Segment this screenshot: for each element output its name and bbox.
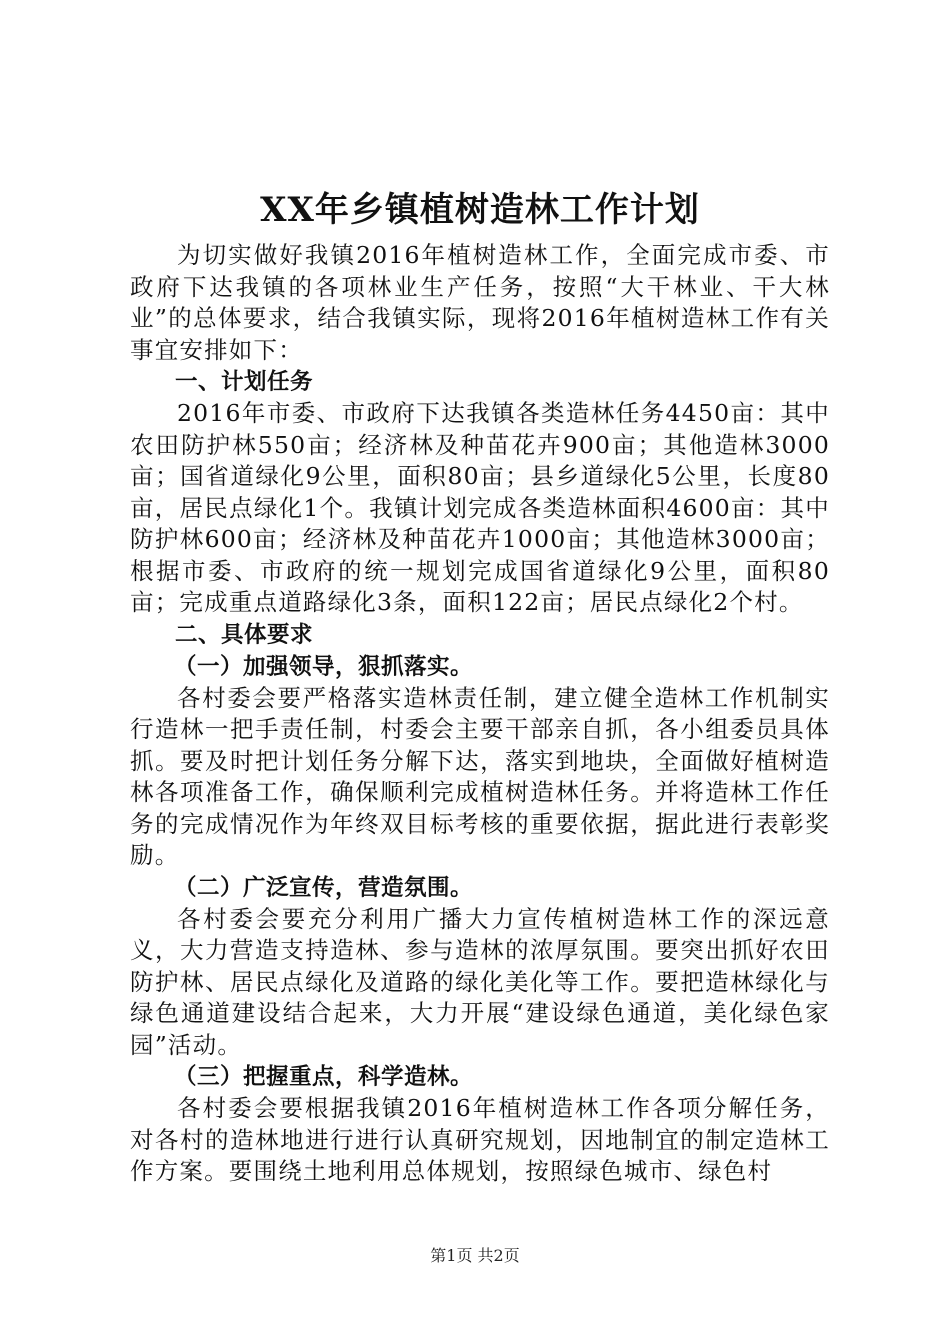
section-heading-plan-tasks: 一、计划任务 bbox=[175, 369, 314, 395]
document-page bbox=[130, 184, 830, 1188]
subheading-key-points: （三）把握重点，科学造林。 bbox=[174, 1064, 474, 1090]
subheading-leadership: （一）加强领导，狠抓落实。 bbox=[174, 653, 474, 680]
intro-paragraph: 为切实做好我镇2016年植树造林工作，全面完成市委、市政府下达我镇的各项林业生产任务，按照“大干林业、干大林业”的总体要求，结合我镇实际，现将2016年植树造林工作有关事宜安排如下： bbox=[130, 241, 830, 364]
leadership-paragraph: 各村委会要严格落实造林责任制，建立健全造林工作机制实行造林一把手责任制，村委会主要干部亲自抓，各小组委员具体抓。要及时把计划任务分解下达，落实到地块，全面做好植树造林各项准备工作，确保顺利完成植树造林任务。并将造林工作任务的完成情况作为年终双目标考核的重要依据，据此进行表彰奖励。 bbox=[130, 683, 830, 869]
document-title: XX年乡镇植树造林工作计划 bbox=[260, 190, 700, 230]
page-footer: 第1页 共2页 bbox=[430, 1246, 520, 1265]
subheading-publicity: （二）广泛宣传，营造氛围。 bbox=[174, 874, 474, 901]
section-heading-requirements: 二、具体要求 bbox=[175, 621, 314, 648]
key-points-paragraph: 各村委会要根据我镇2016年植树造林工作各项分解任务，对各村的造林地进行进行认真研究规划，因地制宜的制定造林工作方案。要围绕土地利用总体规划，按照绿色城市、绿色村 bbox=[130, 1094, 830, 1185]
publicity-paragraph: 各村委会要充分利用广播大力宣传植树造林工作的深远意义，大力营造支持造林、参与造林的浓厚氛围。要突出抓好农田防护林、居民点绿化及道路的绿化美化等工作。要把造林绿化与绿色通道建设结合起来，大力开展“建设绿色通道，美化绿色家园”活动。 bbox=[130, 904, 830, 1059]
plan-tasks-paragraph: 2016年市委、市政府下达我镇各类造林任务4450亩：其中农田防护林550亩；经济林及种苗花卉900亩；其他造林3000亩；国省道绿化9公里，面积80亩；县乡道绿化5公里，长度80亩，居民点绿化1个。我镇计划完成各类造林面积4600亩：其中防护林600亩；经济林及种苗花卉1000亩；其他造林3000亩；根据市委、市政府的统一规划完成国省道绿化9公里，面积80亩；完成重点道路绿化3条，面积122亩；居民点绿化2个村。 bbox=[130, 399, 830, 616]
